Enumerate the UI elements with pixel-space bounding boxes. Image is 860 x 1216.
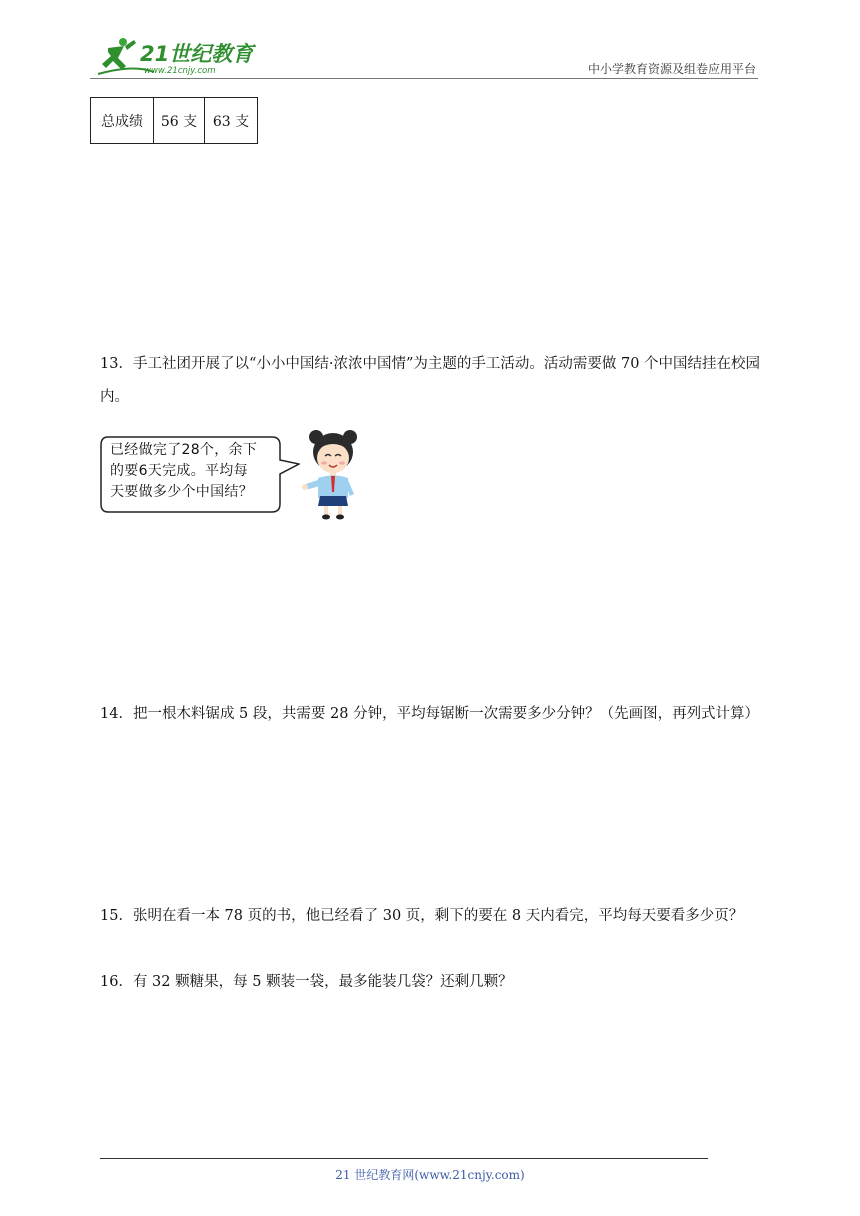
footer-divider bbox=[100, 1158, 708, 1159]
logo-url: www.21cnjy.com bbox=[144, 66, 216, 76]
question-text: 把一根木料锯成 5 段，共需要 28 分钟，平均每锯断一次需要多少分钟？（先画图，再列式计算） bbox=[132, 706, 760, 722]
question-13 bbox=[100, 348, 764, 414]
brand-logo bbox=[94, 34, 264, 78]
question-16 bbox=[100, 966, 764, 999]
question-15 bbox=[100, 900, 764, 933]
question-number: 16． bbox=[100, 974, 133, 990]
logo-text: 21世纪教育 bbox=[140, 42, 254, 66]
question-14 bbox=[100, 698, 764, 731]
question-number: 15． bbox=[100, 908, 133, 924]
footer-text: 21 世纪教育网(www.21cnjy.com) bbox=[335, 1168, 525, 1182]
table-cell-label: 总成绩 bbox=[91, 98, 154, 144]
table-row bbox=[91, 98, 258, 144]
speech-line: 的要6天完成。平均每 bbox=[110, 463, 248, 479]
question-text: 张明在看一本 78 页的书，他已经看了 30 页，剩下的要在 8 天内看完，平均每天要看多少页？ bbox=[132, 908, 744, 924]
girl-illustration bbox=[300, 428, 366, 520]
speech-line: 已经做完了28个，余下 bbox=[110, 442, 258, 458]
question-text: 有 32 颗糖果，每 5 颗装一袋，最多能装几袋？还剩几颗？ bbox=[132, 974, 513, 990]
table-cell: 63 支 bbox=[205, 98, 258, 144]
question-number: 13． bbox=[100, 356, 133, 372]
speech-bubble-text bbox=[110, 440, 288, 503]
question-text: 手工社团开展了以“小小中国结·浓浓中国情”为主题的手工活动。活动需要做 70 个中国结挂在校园内。 bbox=[100, 356, 761, 405]
speech-line: 天要做多少个中国结？ bbox=[110, 484, 253, 500]
question-number: 14． bbox=[100, 706, 133, 722]
table-cell: 56 支 bbox=[154, 98, 205, 144]
score-table bbox=[90, 97, 258, 144]
header-divider bbox=[90, 78, 758, 79]
speech-bubble bbox=[100, 436, 300, 516]
site-tagline: 中小学教育资源及组卷应用平台 bbox=[587, 62, 756, 76]
